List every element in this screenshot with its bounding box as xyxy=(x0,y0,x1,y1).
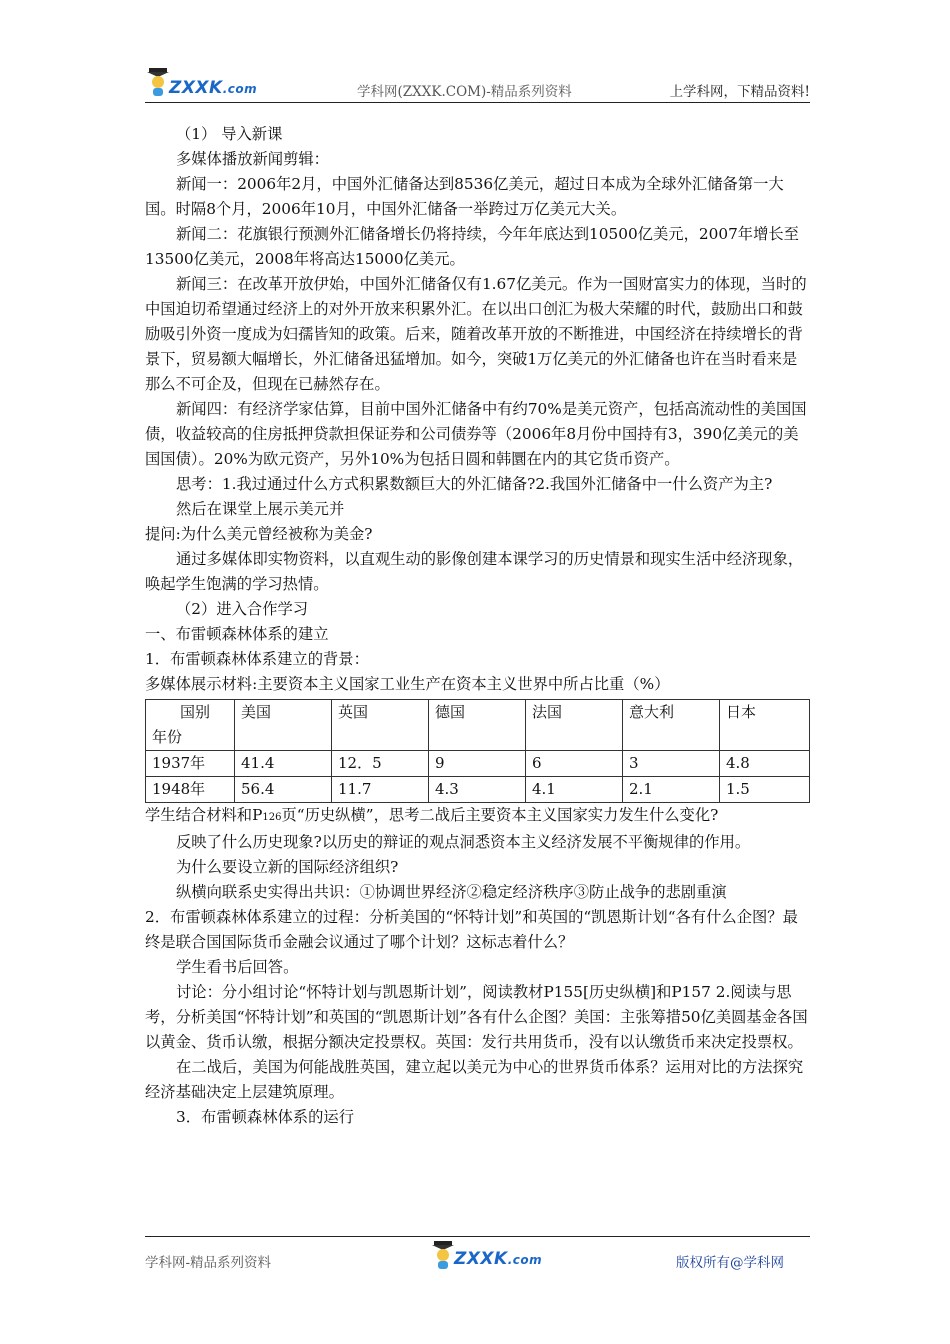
table-cell: 4.3 xyxy=(429,777,526,803)
table-cell: 3 xyxy=(623,751,720,777)
table-corner-cell xyxy=(146,700,235,751)
corner-bottom: 年份 xyxy=(152,728,183,746)
page-footer xyxy=(145,1236,810,1277)
table-cell: 56.4 xyxy=(235,777,332,803)
paragraph: 学生看书后回答。 xyxy=(176,958,299,976)
news-1: 新闻一：2006年2月，中国外汇储备达到8536亿美元，超过日本成为全球外汇储备第一大国。时隔8个月，2006年10月，中国外汇储备一举跨过万亿美元大关。 xyxy=(145,175,784,218)
paragraph: 然后在课堂上展示美元并 xyxy=(176,500,345,518)
subheading-process: 2．布雷顿森林体系建立的过程：分析美国的“怀特计划”和英国的“凯恩斯计划“各有什么企图？最终是联合国国际货币金融会议通过了哪个计划？这标志着什么？ xyxy=(145,908,798,951)
column-header: 英国 xyxy=(332,700,429,751)
page-subscript: 126 xyxy=(262,812,282,823)
think-question: 思考：1.我过通过什么方式积累数额巨大的外汇储备?2.我国外汇储备中一什么资产为主? xyxy=(176,475,773,493)
corner-top: 国别 xyxy=(180,703,211,721)
column-header: 意大利 xyxy=(623,700,720,751)
footer-logo-text: ZXXK xyxy=(454,1249,508,1269)
table-cell: 2.1 xyxy=(623,777,720,803)
news-4: 新闻四：有经济学家估算，目前中国外汇储备中有约70%是美元资产，包括高流动性的美国国债，收益较高的住房抵押贷款担保证券和公司债券等（2006年8月份中国持有3，390亿美元的美国国债）。20%为欧元资产，另外10%为包括日圆和韩圜在内的其它货币资产。 xyxy=(145,400,807,468)
table-cell: 4.8 xyxy=(720,751,810,777)
table-cell: 9 xyxy=(429,751,526,777)
header-title: 学科网(ZXXK.COM)-精品系列资料 xyxy=(357,84,572,100)
paragraph: 反映了什么历史现象?以历史的辩证的观点洞悉资本主义经济发展不平衡规律的作用。 xyxy=(176,833,751,851)
footer-left-text: 学科网-精品系列资料 xyxy=(145,1255,272,1271)
header-slogan: 上学科网，下精品资料! xyxy=(669,84,810,100)
paragraph: 为什么要设立新的国际经济组织? xyxy=(176,858,399,876)
discussion-paragraph: 讨论：分小组讨论“怀特计划与凯恩斯计划”，阅读教材P155[历史纵横]和P157 2.阅读与思考，分析美国“怀特计划”和英国的“凯恩斯计划”各有什么企图？美国：主张筹措50亿美圆基金各国以黄金、货币认缴，根据分额决定投票权。英国：发行共用货币，没有以认缴货币来决定投票权。 xyxy=(145,983,808,1051)
column-header: 美国 xyxy=(235,700,332,751)
paragraph: 纵横向联系史实得出共识：①协调世界经济②稳定经济秩序③防止战争的悲剧重演 xyxy=(176,883,727,901)
news-2: 新闻二：花旗银行预测外汇储备增长仍将持续，今年年底达到10500亿美元，2007年增长至13500亿美元，2008年将高达15000亿美元。 xyxy=(145,225,799,268)
subheading-background: 1．布雷顿森林体系建立的背景： xyxy=(145,650,369,668)
logo-text: ZXXK xyxy=(169,78,223,98)
table-row xyxy=(146,751,810,777)
section-heading-intro: （1） 导入新课 xyxy=(176,125,283,143)
footer-logo xyxy=(430,1241,543,1271)
zxxk-logo xyxy=(145,68,258,98)
column-header: 法国 xyxy=(526,700,623,751)
row-year: 1948年 xyxy=(146,777,235,803)
footer-logo-suffix: .com xyxy=(507,1253,543,1267)
table-cell: 1.5 xyxy=(720,777,810,803)
heading-bretton-woods: 一、布雷顿森林体系的建立 xyxy=(145,625,329,643)
question: 提问:为什么美元曾经被称为美金? xyxy=(145,525,373,543)
table-cell: 11.7 xyxy=(332,777,429,803)
paragraph: 通过多媒体即实物资料，以直观生动的影像创建本课学习的历史情景和现实生活中经济现象，唤起学生饱满的学习热情。 xyxy=(145,550,804,593)
paragraph: 在二战后，美国为何能战胜英国，建立起以美元为中心的世界货币体系？运用对比的方法探究经济基础决定上层建筑原理。 xyxy=(145,1058,804,1101)
industry-share-table xyxy=(145,699,810,803)
row-year: 1937年 xyxy=(146,751,235,777)
mascot-icon xyxy=(430,1241,456,1271)
column-header: 德国 xyxy=(429,700,526,751)
footer-copyright: 版权所有@学科网 xyxy=(676,1255,784,1271)
logo-suffix: .com xyxy=(222,82,258,96)
mascot-icon xyxy=(145,68,171,98)
page-header xyxy=(145,62,810,103)
table-cell: 4.1 xyxy=(526,777,623,803)
news-3: 新闻三：在改革开放伊始，中国外汇储备仅有1.67亿美元。作为一国财富实力的体现，当时的中国迫切希望通过经济上的对外开放来积累外汇。在以出口创汇为极大荣耀的时代，鼓励出口和鼓励吸引外资一度成为妇孺皆知的政策。后来，随着改革开放的不断推进，中国经济在持续增长的背景下，贸易额大幅增长，外汇储备迅猛增加。如今，突破1万亿美元的外汇储备也许在当时看来是那么不可企及，但现在已赫然存在。 xyxy=(145,275,807,393)
subheading-operation: 3．布雷顿森林体系的运行 xyxy=(176,1108,354,1126)
table-cell: 6 xyxy=(526,751,623,777)
table-cell: 12．5 xyxy=(332,751,429,777)
table-header-row xyxy=(146,700,810,751)
column-header: 日本 xyxy=(720,700,810,751)
table-cell: 41.4 xyxy=(235,751,332,777)
paragraph: 多媒体播放新闻剪辑： xyxy=(176,150,329,168)
post-table-question: 学生结合材料和P126页“历史纵横”，思考二战后主要资本主义国家实力发生什么变化? xyxy=(145,806,719,824)
table-row xyxy=(146,777,810,803)
document-body xyxy=(145,122,810,1130)
section-heading-coop: （2）进入合作学习 xyxy=(176,600,309,618)
table-caption: 多媒体展示材料:主要资本主义国家工业生产在资本主义世界中所占比重（%） xyxy=(145,675,670,693)
